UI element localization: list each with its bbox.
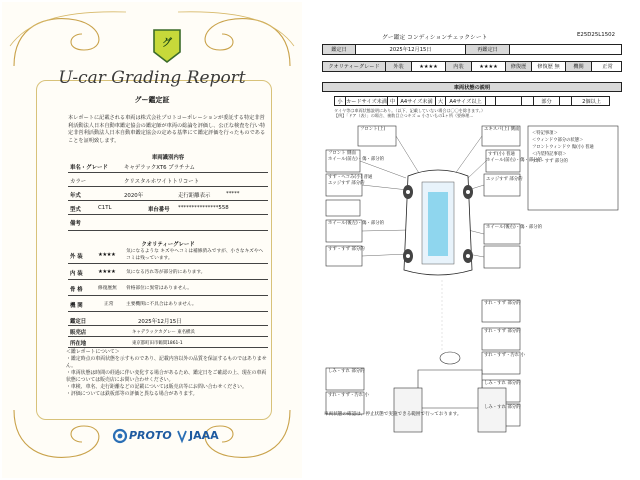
date-row [322, 44, 622, 55]
grade-cell: 修復歴 無 [531, 62, 565, 71]
note-item: ・鑑定時点の車両状態を示すものであり、記載内容以外の品質を保証するものではありません。 [66, 356, 267, 369]
grade-row [322, 61, 622, 72]
size-legend-cell [495, 97, 521, 105]
vehicle-row-remarks [68, 215, 268, 231]
damage-label: しみ・すれ 部分的 [484, 405, 521, 410]
note-item: ・車検、車名、走行距離などの記載については販売店等にお問い合わせください。 [66, 384, 247, 390]
dealer-row [68, 326, 268, 337]
remarks-label: 備考 [70, 221, 81, 227]
damage-label: しみ・すれ 部分的 [484, 381, 521, 386]
reappraisal-value [509, 45, 623, 54]
special-item: フロントウィンドウ 傷(小) 普通 [532, 145, 594, 150]
grade-cell: 正常 [591, 62, 623, 71]
grade-cell: 内装 [445, 62, 471, 71]
vehicle-model-value: C1TL [98, 205, 112, 211]
appraisal-date-row [68, 314, 268, 326]
chassis-number-label: 車台番号 [148, 207, 170, 213]
dealer-label: 販売店 [70, 330, 87, 336]
date-value: 2025年12月15日 [355, 45, 465, 54]
vehicle-color-label: カラー [70, 179, 87, 185]
exterior-stars: ★★★★ [98, 252, 116, 258]
size-legend-cell [559, 97, 571, 105]
report-title: U-car Grading Report [58, 68, 246, 88]
condition-title-bar [322, 82, 622, 92]
size-legend-cell: A4サイズ未満 [397, 97, 435, 105]
size-legend-cell: 2個以上 [571, 97, 611, 105]
size-legend-cell: 小 [337, 98, 343, 105]
sheet-title: グー鑑定 コンディションチェックシート [382, 35, 488, 41]
vehicle-model-label: 型式 [70, 207, 81, 213]
special-notes [532, 130, 594, 165]
damage-size-legend [334, 96, 610, 106]
special-item: ＜内装特記事項＞ [532, 152, 567, 157]
grade-label: クオリティーグレード [323, 62, 385, 71]
interior-label: 内 装 [70, 271, 83, 277]
report-notes [66, 349, 270, 398]
sheet-code: E25D25L1502 [577, 32, 615, 38]
damage-label: すず(小) 普通 [488, 152, 515, 157]
grade-cell: ★★★★ [471, 62, 505, 71]
reappraisal-label: 再鑑定日 [465, 45, 509, 54]
condition-check-sheet [322, 26, 622, 446]
mileage-value: ***** [226, 191, 240, 197]
address-label: 所在地 [70, 341, 87, 347]
damage-label: すれ・すず 部分的 [484, 329, 521, 334]
date-label: 鑑定日 [323, 45, 355, 54]
vehicle-row-color [68, 173, 268, 187]
exterior-desc: 気になるような キズやヘコミは補修済みですが、小さなキズやヘコミは残っています。 [126, 249, 264, 261]
damage-label: フロント(上) [360, 127, 386, 132]
interior-desc: 気になる汚れ等が部分的にあります。 [126, 270, 206, 275]
note-item: ・評価については鉄板部等の評価と異なる場合があります。 [66, 391, 198, 397]
grade-cell: 外装 [385, 62, 411, 71]
jaaa-logo-text: JAAA [189, 429, 219, 442]
damage-label: すれ・すず 部分的 [484, 301, 521, 306]
damage-label: すれ・すず・汚れ 小 [328, 393, 369, 398]
damage-label: ホイール(前左)・傷・部分的 [328, 157, 385, 162]
damage-label: フロント 側面 [328, 151, 356, 156]
goo-kantei-badge-icon [150, 26, 184, 64]
vehicle-row-model [68, 201, 268, 215]
condition-title: 車両状態の説明 [453, 84, 491, 91]
vehicle-row-name [68, 159, 268, 173]
vehicle-row-year [68, 187, 268, 201]
certificate-title: グー鑑定証 [134, 96, 170, 104]
damage-label: エキスパ(上) 側面 [484, 127, 520, 132]
size-legend-cell: A4サイズ以上 [445, 97, 485, 105]
size-legend-cell: カードサイズ未満 [345, 98, 388, 105]
address-value: 東京都町田市鶴間1861-1 [132, 341, 183, 346]
damage-label: ホイール(後左)・傷・部分的 [328, 221, 385, 226]
size-legend-cell: 大 [435, 97, 445, 105]
vehicle-color-value: クリスタルホワイトトリコート [124, 179, 200, 185]
damage-label: すず・ヘコみ(小) 普通 [328, 175, 373, 180]
frame-grade: 修復歴無 [98, 286, 117, 291]
address-row [68, 337, 268, 348]
quality-row-frame [68, 280, 268, 296]
vehicle-year-value: 2020年 [124, 193, 144, 199]
size-legend-cell [485, 97, 495, 105]
size-legend-cell: 中 [387, 97, 397, 105]
grade-cell: ★★★★ [411, 62, 445, 71]
legend-note-1: タイヤ等は車両状態説明にあり。（以下、記載していない場合は〇〇を除きます。） [334, 108, 486, 113]
dealer-value: キャデラックカグレー 東名横浜 [132, 330, 195, 335]
certificate-intro: 本レポートに記載される車両は株式会社プロトコーポレーションが委託する特定非営利活動法人日本自動車鑑定協会の鑑定師が車両の総論を評価し、公正な検査を行い特定非営利活動法人日本自動車鑑定協会の定める基準にて鑑定評価を行ったものであることを証明致します。 [68, 115, 266, 144]
legend-note-2: 【例】「ドア（表）」の場合、複数目立つキズ = 小さいもの1ヶ所（要修理… [334, 113, 474, 118]
frame-label: 骨 格 [70, 287, 83, 293]
vehicle-diagram [322, 120, 622, 440]
engine-desc: 主要機関に不具合はありません。 [126, 302, 197, 307]
quality-row-engine [68, 296, 268, 312]
engine-grade: 正常 [104, 302, 114, 307]
ornament-top-left [6, 6, 156, 70]
damage-label: すれ・すず・汚れ 小 [484, 353, 525, 358]
damage-label: ホイール(後右)・傷・部分的 [486, 225, 543, 230]
quality-row-exterior [68, 246, 268, 264]
damage-label: すず・すず 部分的 [328, 247, 365, 252]
grade-cell: 機関 [565, 62, 591, 71]
proto-logo-text: PROTO [129, 429, 172, 442]
frame-desc: 骨格部位に異常はありません。 [126, 286, 192, 291]
size-legend-cell: 部分 [533, 97, 559, 105]
special-title: ＜特記事項＞ [532, 131, 558, 136]
notes-title: ＜鑑レポートについて＞ [66, 349, 120, 355]
vehicle-name-value: キャデラックXT6 プラチナム [124, 165, 195, 171]
damage-label: エッジすず 部分的 [486, 177, 523, 182]
special-item: ＜ウィンドウ部分の状態＞ [532, 138, 584, 143]
svg-text:グ: グ [162, 38, 172, 49]
quality-section-title: クオリティーグレード [141, 242, 195, 248]
note-item: ・車両状態は時間の経過に伴い変化する場合があるため、鑑定日をご確認の上、現在の車両状態については販売店にお問い合わせください。 [66, 370, 267, 383]
vehicle-year-label: 年式 [70, 193, 81, 199]
grade-cell: 修復歴 [505, 62, 531, 71]
quality-row-interior [68, 264, 268, 280]
appraisal-date-label: 鑑定日 [70, 319, 87, 325]
interior-stars: ★★★★ [98, 269, 116, 275]
damage-label: しみ・すれ 部分的 [328, 369, 365, 374]
damage-label: エッジすず 部分的 [328, 181, 365, 186]
damage-label: ホイール(前右)・傷・部分的 [486, 158, 543, 163]
footer-logos [112, 428, 232, 444]
exterior-label: 外 装 [70, 254, 83, 260]
grading-report-certificate [2, 2, 302, 478]
engine-label: 機 関 [70, 303, 83, 309]
special-item: すれ・すず 部分的 [532, 159, 568, 164]
chassis-number-value: ***************558 [178, 205, 229, 211]
vehicle-section-title: 車両識別内容 [151, 155, 185, 161]
sheet-footer-note: 車両状態の確認は、停止状態で実施できる範囲で行っております。 [324, 412, 462, 417]
size-legend-cell [521, 97, 533, 105]
vehicle-name-label: 車名・グレード [70, 165, 108, 171]
appraisal-date-value: 2025年12月15日 [138, 319, 182, 325]
mileage-label: 走行距離表示 [178, 193, 211, 199]
